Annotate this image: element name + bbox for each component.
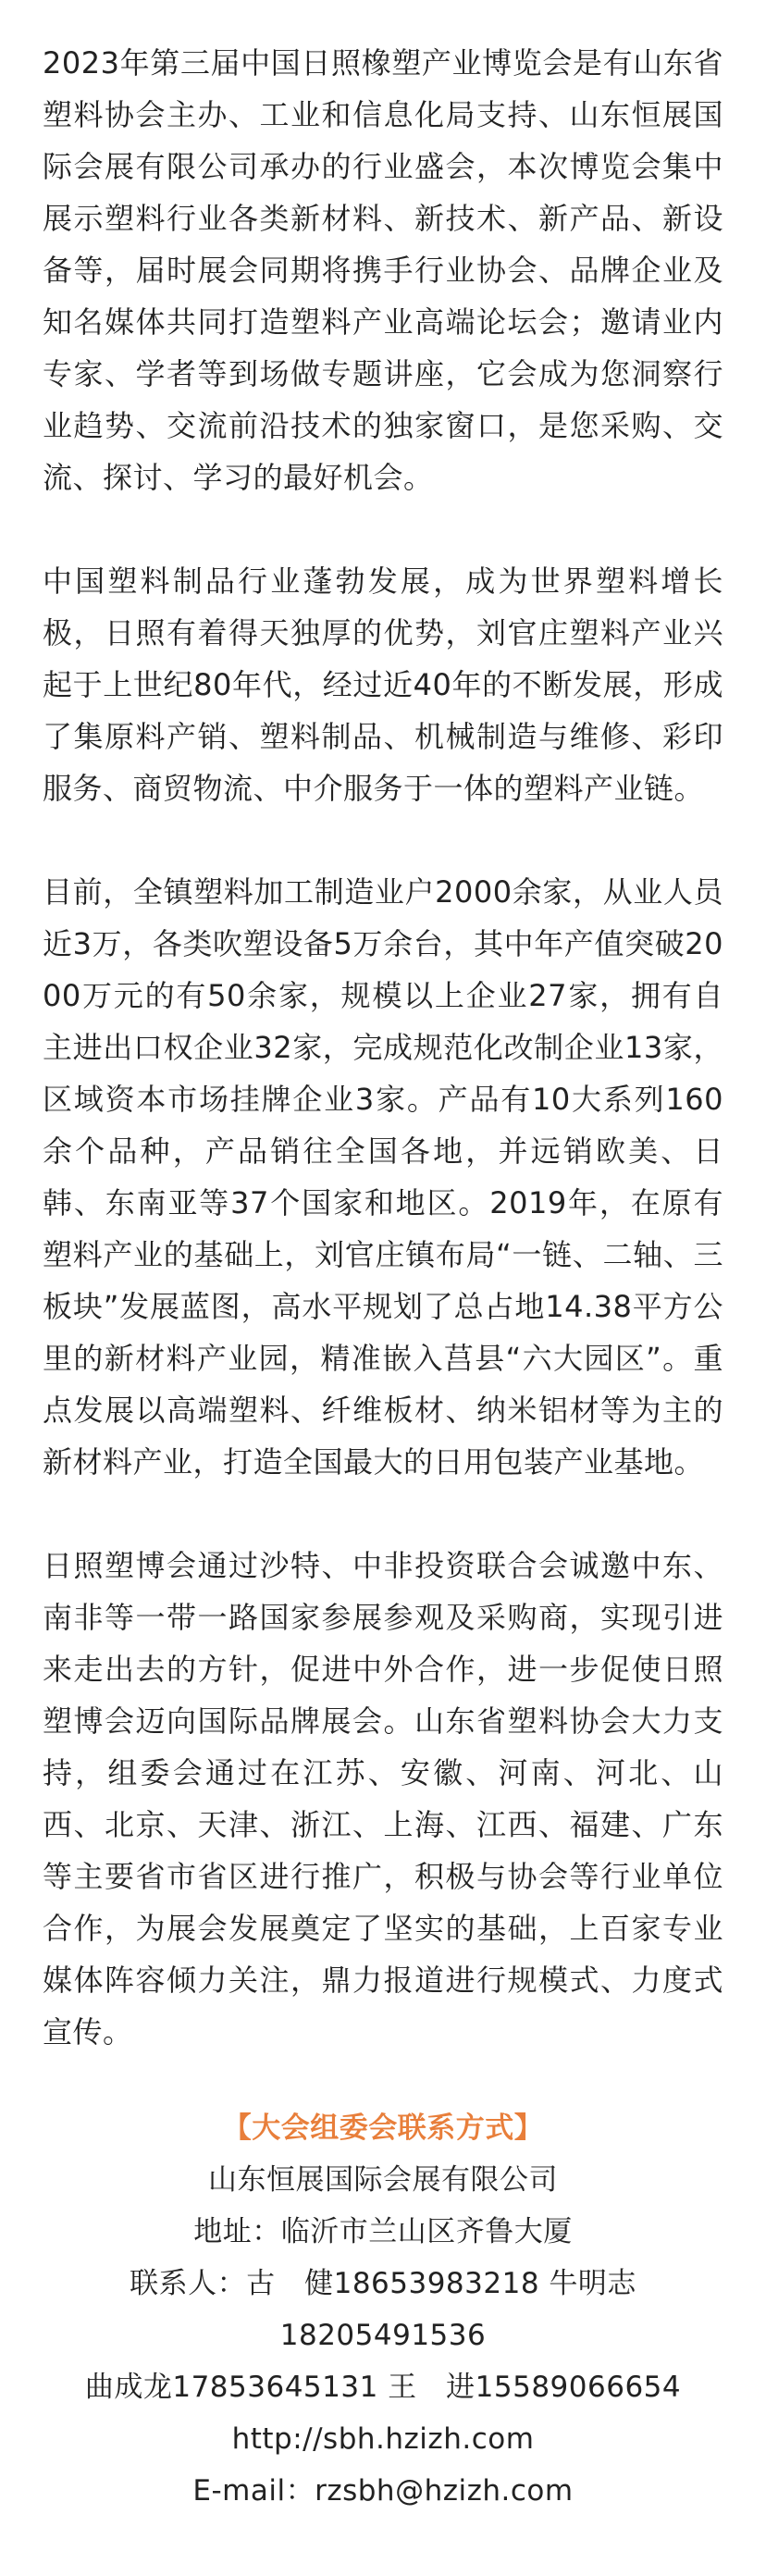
contact-website-link[interactable]: http://sbh.hzizh.com bbox=[231, 2422, 535, 2456]
paragraph-promotion: 日照塑博会通过沙特、中非投资联合会诚邀中东、南非等一带一路国家参展参观及采购商，实现引进来走出去的方针，促进中外合作，进一步促使日照塑博会迈向国际品牌展会。山东省塑料协会大力支持，组委会通过在江苏、安徽、河南、河北、山西、北京、天津、浙江、上海、江西、福建、广东等主要省市省区进行推广，积极与协会等行业单位合作，为展会发展奠定了坚实的基础，上百家专业媒体阵容倾力关注，鼎力报道进行规模式、力度式宣传。 bbox=[43, 1548, 723, 2050]
contact-email-link[interactable]: E-mail：rzsbh@hzizh.com bbox=[192, 2474, 574, 2508]
paragraph-industry: 中国塑料制品行业蓬勃发展，成为世界塑料增长极，日照有着得天独厚的优势，刘官庄塑料产业兴起于上世纪80年代，经过近40年的不断发展，形成了集原料产销、塑料制品、机械制造与维修、彩印服务、商贸物流、中介服务于一体的塑料产业链。 bbox=[43, 564, 723, 806]
contact-person-line-1: 联系人：古 健18653983218 牛明志 bbox=[130, 2267, 636, 2300]
contact-person-line-1-cont: 18205491536 bbox=[279, 2319, 487, 2352]
paragraph-intro: 2023年第三届中国日照橡塑产业博览会是有山东省塑料协会主办、工业和信息化局支持、山东恒展国际会展有限公司承办的行业盛会，本次博览会集中展示塑料行业各类新材料、新技术、新产品、新设备等，届时展会同期将携手行业协会、品牌企业及知名媒体共同打造塑料产业高端论坛会；邀请业内专家、学者等到场做专题讲座，它会成为您洞察行业趋势、交流前沿技术的独家窗口，是您采购、交流、探讨、学习的最好机会。 bbox=[43, 45, 723, 495]
paragraph-current-status: 目前，全镇塑料加工制造业户2000余家，从业人员近3万，各类吹塑设备5万余台，其中年产值突破2000万元的有50余家，规模以上企业27家，拥有自主进出口权企业32家，完成规范化改制企业13家，区域资本市场挂牌企业3家。产品有10大系列160余个品种，产品销往全国各地，并远销欧美、日韩、东南亚等37个国家和地区。2019年，在原有塑料产业的基础上，刘官庄镇布局“一链、二轴、三板块”发展蓝图，高水平规划了总占地14.38平方公里的新材料产业园，精准嵌入莒县“六大园区”。重点发展以高端塑料、纤维板材、纳米铝材等为主的新材料产业，打造全国最大的日用包装产业基地。 bbox=[43, 874, 723, 1480]
contact-person-line-2: 曲成龙17853645131 王 进15589066654 bbox=[84, 2371, 682, 2404]
contact-address: 地址：临沂市兰山区齐鲁大厦 bbox=[193, 2215, 573, 2248]
contact-company: 山东恒展国际会展有限公司 bbox=[208, 2163, 558, 2197]
contact-section bbox=[43, 2102, 723, 2517]
contact-title: 【大会组委会联系方式】 bbox=[222, 2112, 544, 2145]
